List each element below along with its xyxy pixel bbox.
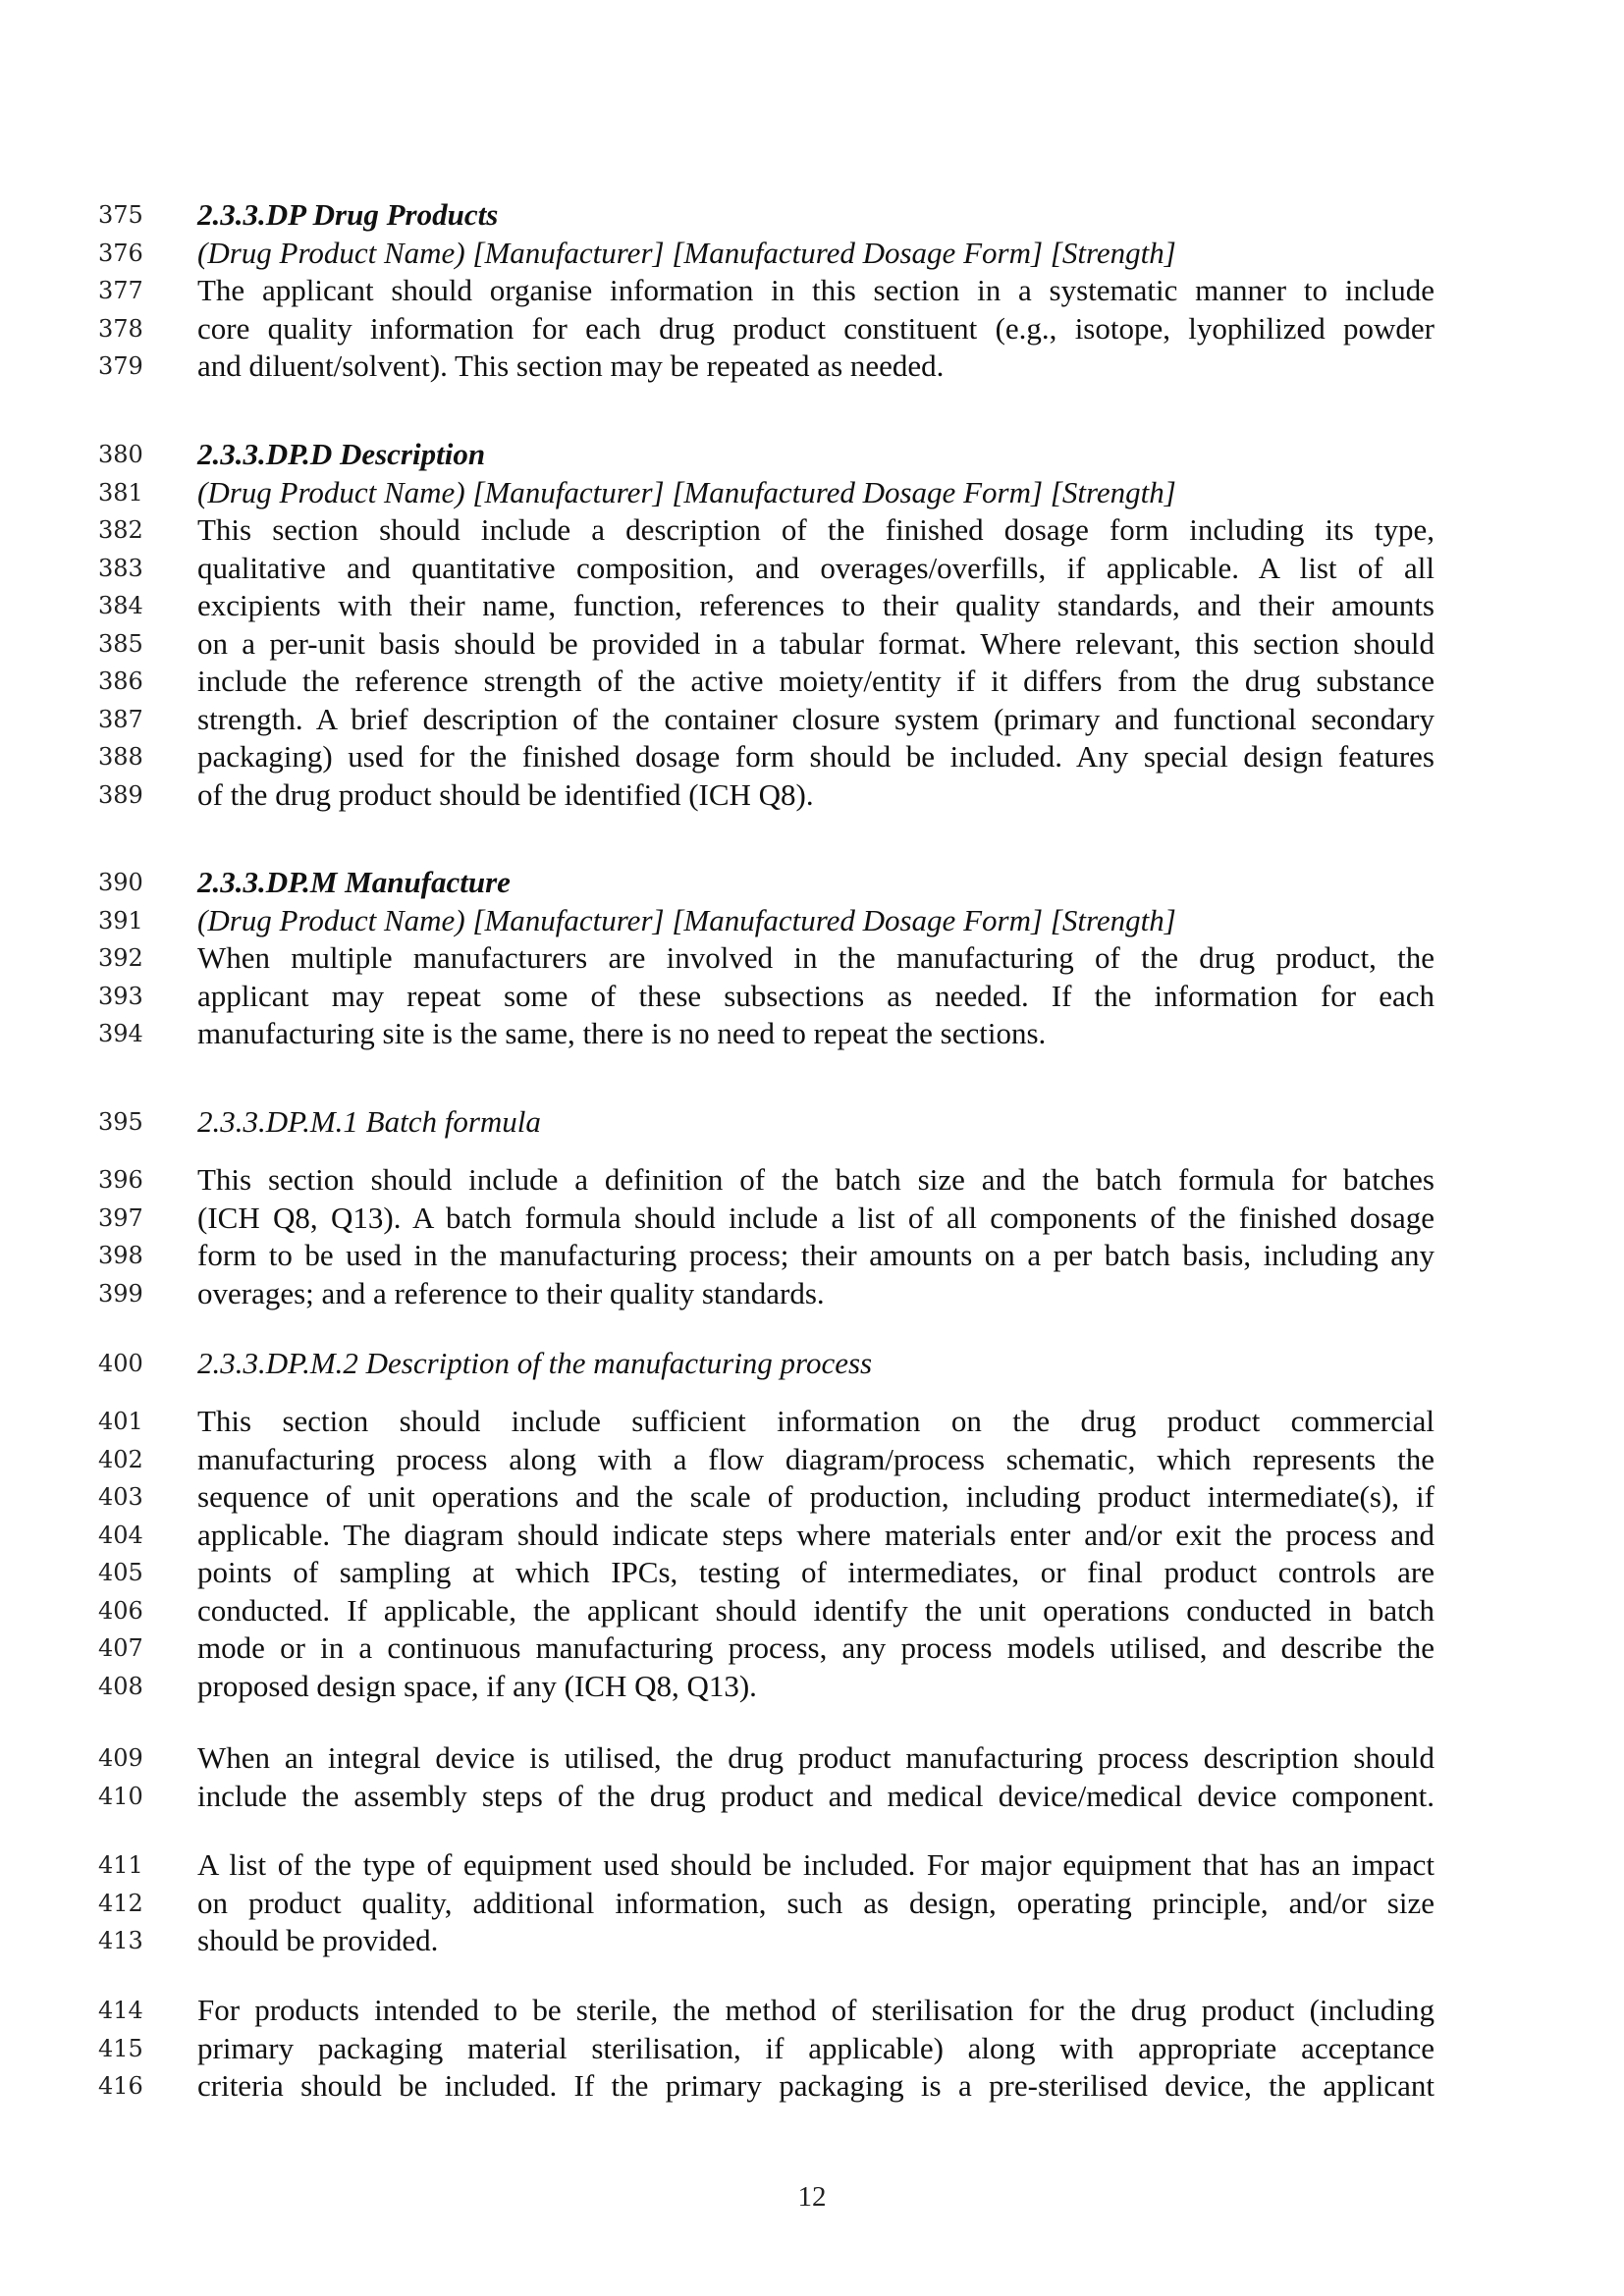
section-metadata: (Drug Product Name) [Manufacturer] [Manufactured Dosage Form] [Strength]	[197, 902, 1176, 937]
text-line	[0, 978, 1624, 1016]
body-text: When multiple manufacturers are involved in the manufacturing of the drug product, the	[197, 940, 1435, 975]
text-line	[0, 902, 1624, 940]
body-text: mode or in a continuous manufacturing process, any process models utilised, and describe the	[197, 1630, 1435, 1665]
line-number: 376	[98, 239, 143, 267]
line-number: 406	[98, 1596, 143, 1625]
text-line	[0, 1778, 1624, 1816]
body-text: A list of the type of equipment used should be included. For major equipment that has an impact	[197, 1847, 1435, 1882]
text-line	[0, 1015, 1624, 1053]
text-line	[0, 511, 1624, 550]
line-number: 391	[98, 906, 143, 934]
text-line	[0, 1554, 1624, 1592]
text-line	[0, 738, 1624, 776]
body-text: sequence of unit operations and the scale of production, including product intermediate(s), if	[197, 1479, 1435, 1514]
line-number: 378	[98, 314, 143, 343]
line-number: 386	[98, 667, 143, 695]
body-text: For products intended to be sterile, the method of sterilisation for the drug product (including	[197, 1993, 1435, 2027]
line-number: 387	[98, 705, 143, 733]
text-line	[0, 550, 1624, 588]
text-line	[0, 474, 1624, 512]
text-line	[0, 2030, 1624, 2068]
body-text: should be provided.	[197, 1923, 439, 1957]
line-number: 408	[98, 1672, 143, 1700]
body-text: of the drug product should be identified (ICH Q8).	[197, 776, 814, 812]
body-text: and diluent/solvent). This section may be repeated as needed.	[197, 348, 945, 383]
page-number: 12	[797, 2181, 827, 2213]
line-number: 392	[98, 944, 143, 972]
section-heading: 2.3.3.DP.M Manufacture	[197, 865, 511, 899]
line-number: 412	[98, 1889, 143, 1917]
section-dp	[0, 196, 1624, 386]
text-line	[0, 625, 1624, 664]
text-line	[0, 1629, 1624, 1668]
body-text: criteria should be included. If the primary packaging is a pre-sterilised device, the applicant	[197, 2068, 1435, 2103]
line-number: 393	[98, 982, 143, 1010]
section-p414	[0, 1992, 1624, 2106]
text-line	[0, 663, 1624, 701]
line-number: 379	[98, 352, 143, 380]
section-p411	[0, 1846, 1624, 1960]
text-line	[0, 2067, 1624, 2106]
text-line	[0, 1739, 1624, 1778]
text-line	[0, 1237, 1624, 1275]
text-line	[0, 1345, 1624, 1383]
section-metadata: (Drug Product Name) [Manufacturer] [Manufactured Dosage Form] [Strength]	[197, 474, 1176, 509]
line-number: 405	[98, 1559, 143, 1586]
body-text: This section should include sufficient information on the drug product commercial	[197, 1404, 1435, 1438]
section-dp-m1-h	[0, 1103, 1624, 1142]
text-line	[0, 587, 1624, 625]
body-text: packaging) used for the finished dosage form should be included. Any special design features	[197, 739, 1435, 774]
line-number: 407	[98, 1634, 143, 1662]
line-number: 395	[98, 1108, 143, 1136]
section-dp-m2	[0, 1403, 1624, 1705]
text-line	[0, 310, 1624, 348]
text-line	[0, 347, 1624, 386]
text-line	[0, 1592, 1624, 1630]
body-text: The applicant should organise information in this section in a systematic manner to include	[197, 273, 1435, 307]
body-text: proposed design space, if any (ICH Q8, Q13).	[197, 1668, 757, 1703]
section-heading: 2.3.3.DP Drug Products	[197, 197, 499, 232]
text-line	[0, 776, 1624, 815]
line-number: 384	[98, 592, 143, 619]
section-dp-m1	[0, 1161, 1624, 1312]
line-number: 383	[98, 554, 143, 582]
line-number: 403	[98, 1483, 143, 1511]
text-line	[0, 701, 1624, 739]
line-number: 396	[98, 1166, 143, 1194]
section-p409	[0, 1739, 1624, 1815]
line-number: 409	[98, 1744, 143, 1772]
text-line	[0, 436, 1624, 474]
body-text: points of sampling at which IPCs, testing of intermediates, or final product controls are	[197, 1555, 1435, 1589]
section-dp-m	[0, 864, 1624, 1053]
body-text: applicant may repeat some of these subsections as needed. If the information for each	[197, 978, 1435, 1013]
text-line	[0, 196, 1624, 235]
line-number: 398	[98, 1242, 143, 1269]
text-line	[0, 272, 1624, 310]
line-number: 414	[98, 1997, 143, 2024]
text-line	[0, 1885, 1624, 1923]
body-text: conducted. If applicable, the applicant should identify the unit operations conducted in batch	[197, 1592, 1435, 1628]
text-line	[0, 1992, 1624, 2030]
line-number: 404	[98, 1521, 143, 1549]
body-text: include the reference strength of the active moiety/entity if it differs from the drug substance	[197, 664, 1435, 698]
line-number: 399	[98, 1279, 143, 1308]
body-text: strength. A brief description of the container closure system (primary and functional secondary	[197, 701, 1435, 736]
body-text: (ICH Q8, Q13). A batch formula should include a list of all components of the finished dosage	[197, 1200, 1435, 1235]
line-number: 380	[98, 441, 143, 468]
line-number: 415	[98, 2034, 143, 2062]
body-text: excipients with their name, function, references to their quality standards, and their amounts	[197, 588, 1435, 622]
line-number: 400	[98, 1350, 143, 1377]
section-dp-d	[0, 436, 1624, 814]
line-number: 388	[98, 743, 143, 771]
line-number: 413	[98, 1927, 143, 1954]
text-line	[0, 939, 1624, 978]
text-line	[0, 1478, 1624, 1517]
body-text: This section should include a definition of the batch size and the batch formula for batches	[197, 1162, 1435, 1197]
section-metadata: (Drug Product Name) [Manufacturer] [Manufactured Dosage Form] [Strength]	[197, 235, 1176, 270]
subsection-heading: 2.3.3.DP.M.1 Batch formula	[197, 1104, 541, 1139]
text-line	[0, 235, 1624, 273]
text-line	[0, 864, 1624, 902]
line-number: 410	[98, 1782, 143, 1810]
body-text: applicable. The diagram should indicate steps where materials enter and/or exit the process and	[197, 1517, 1435, 1552]
body-text: primary packaging material sterilisation, if applicable) along with appropriate acceptance	[197, 2030, 1435, 2065]
section-dp-m2-h	[0, 1345, 1624, 1383]
line-number: 402	[98, 1445, 143, 1473]
body-text: manufacturing process along with a flow diagram/process schematic, which represents the	[197, 1441, 1435, 1476]
line-number: 377	[98, 277, 143, 304]
line-number: 375	[98, 201, 143, 229]
text-line	[0, 1200, 1624, 1238]
body-text: When an integral device is utilised, the drug product manufacturing process description should	[197, 1740, 1435, 1775]
body-text: form to be used in the manufacturing process; their amounts on a per batch basis, including any	[197, 1238, 1435, 1272]
text-line	[0, 1441, 1624, 1479]
text-line	[0, 1517, 1624, 1555]
text-line	[0, 1922, 1624, 1960]
body-text: manufacturing site is the same, there is no need to repeat the sections.	[197, 1016, 1047, 1050]
body-text: overages; and a reference to their quality standards.	[197, 1275, 825, 1310]
line-number: 390	[98, 869, 143, 896]
section-heading: 2.3.3.DP.D Description	[197, 437, 486, 471]
body-text: include the assembly steps of the drug product and medical device/medical device component.	[197, 1778, 1435, 1813]
text-line	[0, 1161, 1624, 1200]
line-number: 389	[98, 780, 143, 809]
line-number: 381	[98, 478, 143, 507]
line-number: 416	[98, 2072, 143, 2100]
line-number: 401	[98, 1408, 143, 1435]
line-number: 382	[98, 516, 143, 544]
line-number: 385	[98, 629, 143, 658]
text-line	[0, 1403, 1624, 1441]
text-line	[0, 1846, 1624, 1885]
text-line	[0, 1275, 1624, 1313]
line-number: 411	[98, 1851, 143, 1879]
body-text: core quality information for each drug product constituent (e.g., isotope, lyophilized powder	[197, 310, 1435, 346]
line-number: 397	[98, 1203, 143, 1232]
body-text: This section should include a description of the finished dosage form including its type,	[197, 512, 1435, 547]
body-text: on a per-unit basis should be provided in a tabular format. Where relevant, this section should	[197, 625, 1435, 661]
subsection-heading: 2.3.3.DP.M.2 Description of the manufacturing process	[197, 1346, 873, 1380]
text-line	[0, 1668, 1624, 1706]
line-number: 394	[98, 1020, 143, 1047]
body-text: on product quality, additional information, such as design, operating principle, and/or size	[197, 1885, 1435, 1920]
body-text: qualitative and quantitative composition, and overages/overfills, if applicable. A list of all	[197, 550, 1435, 585]
text-line	[0, 1103, 1624, 1142]
